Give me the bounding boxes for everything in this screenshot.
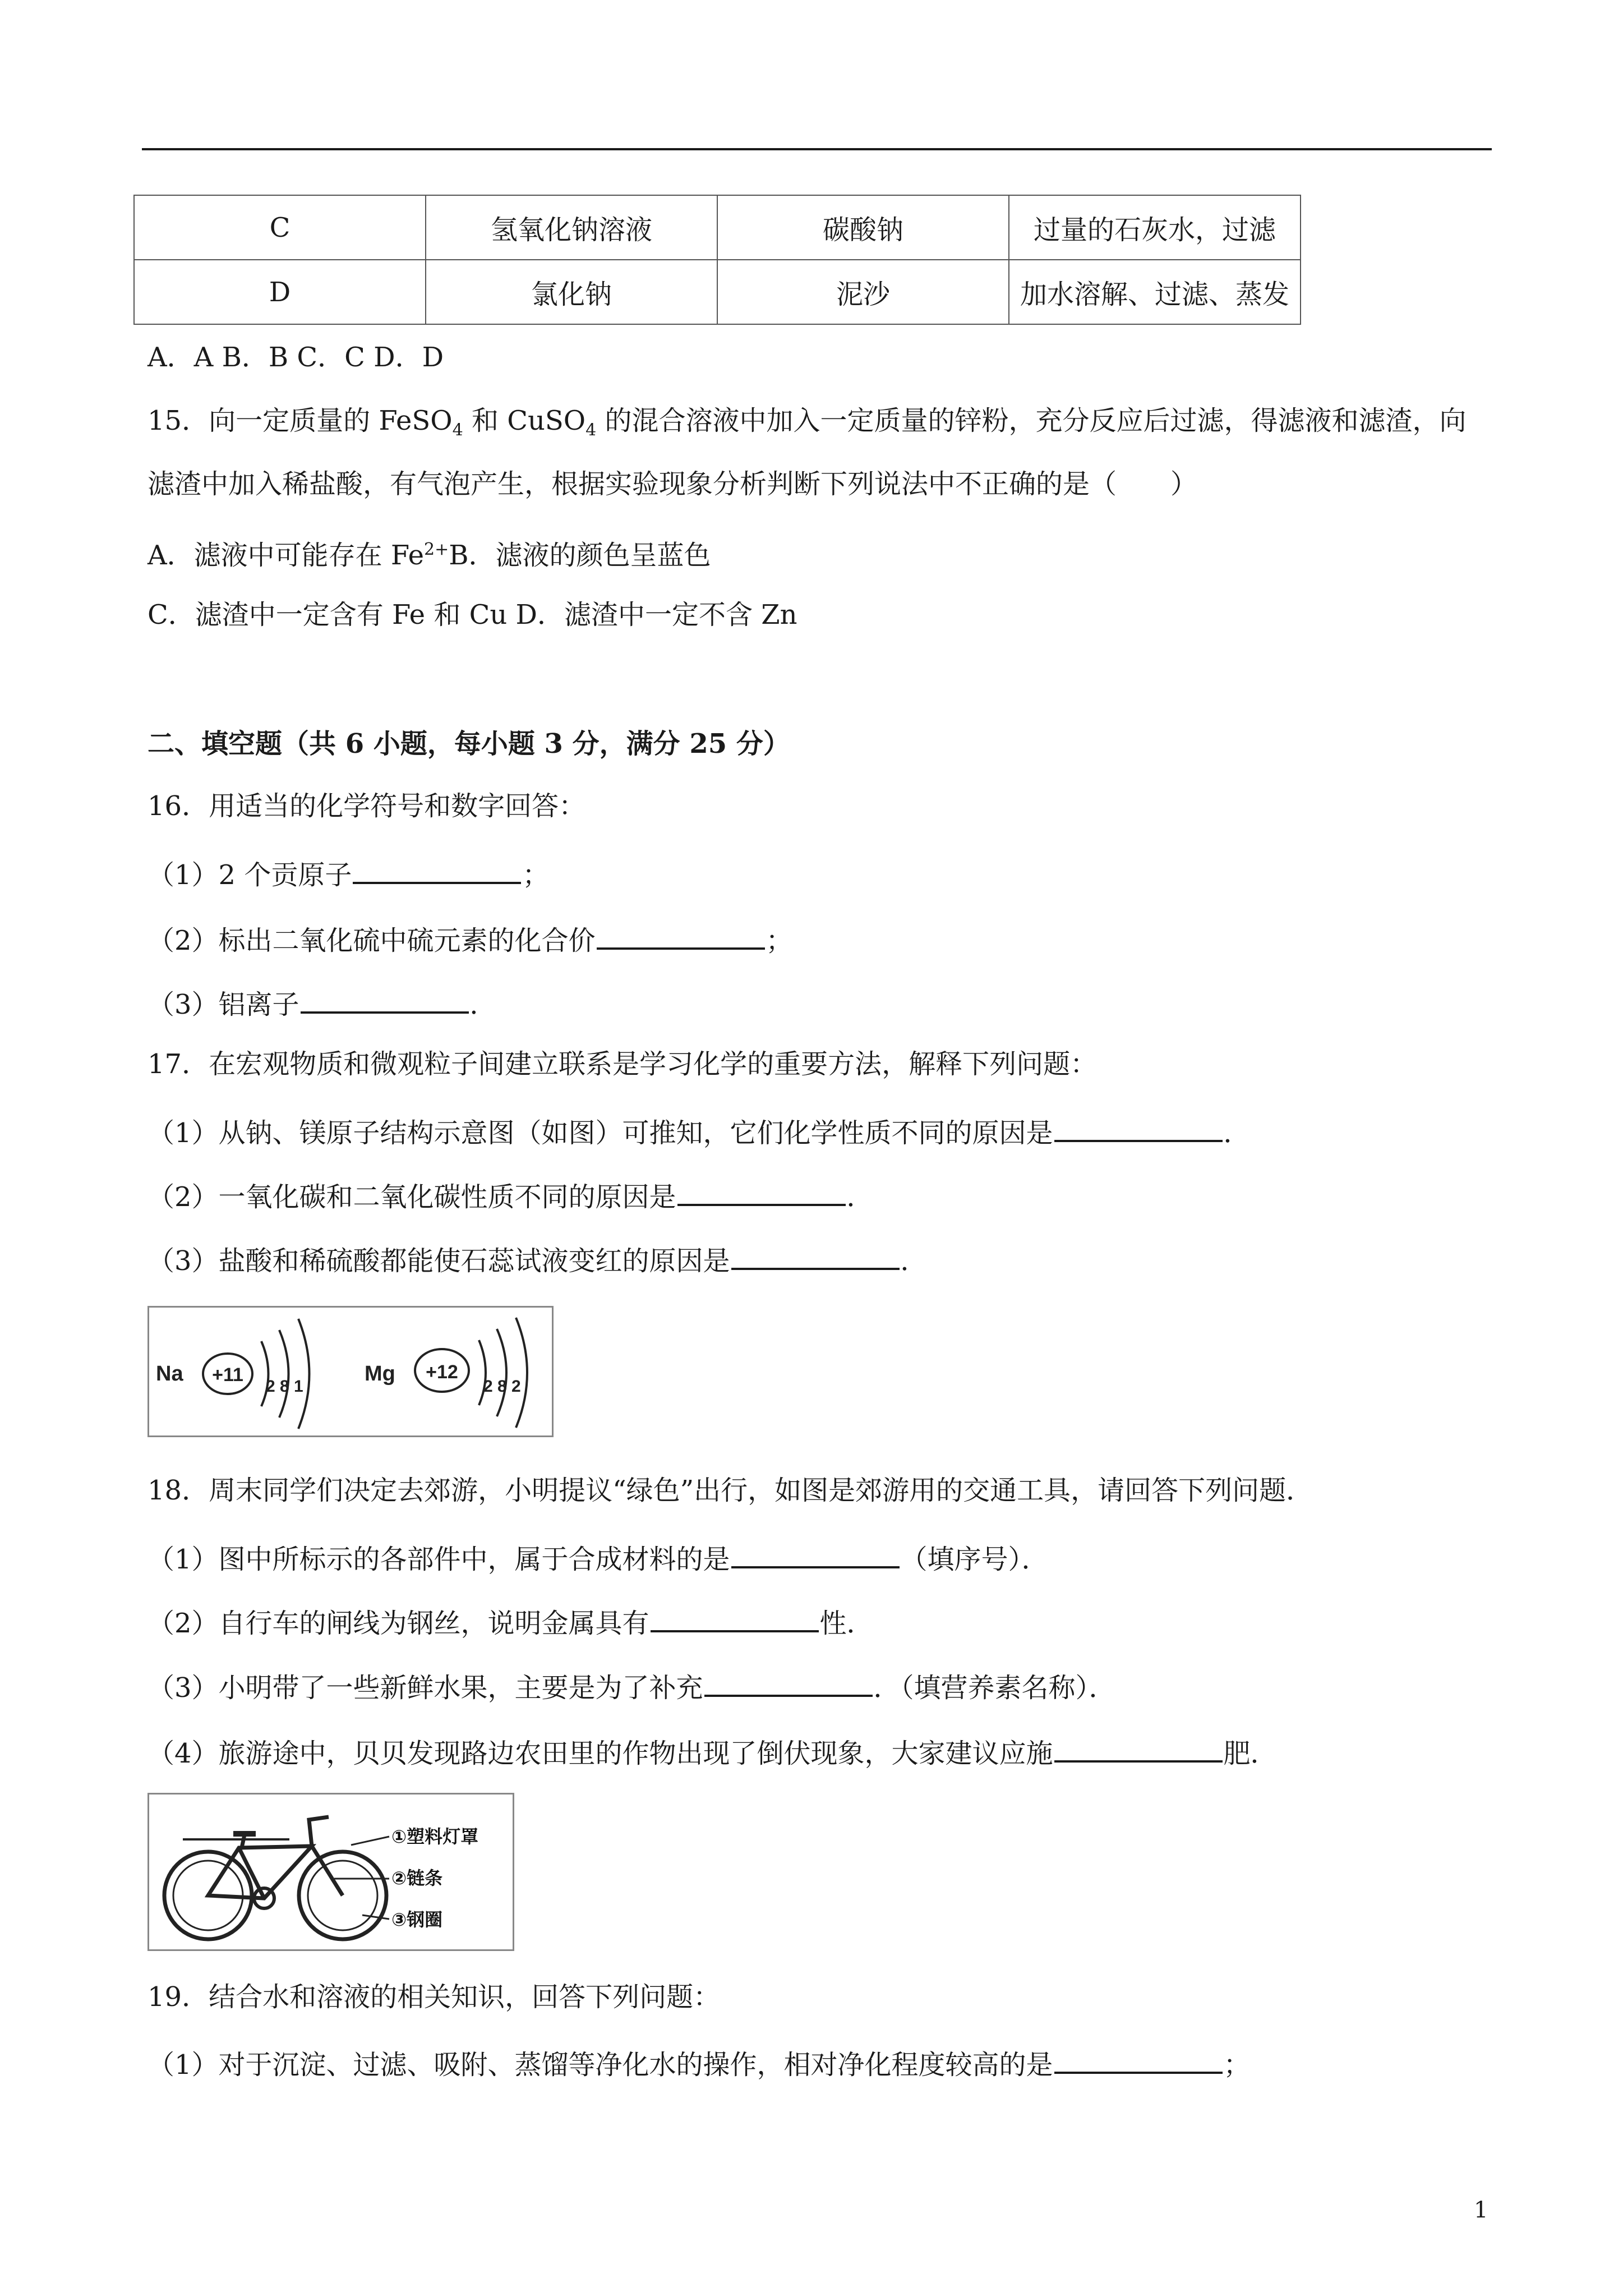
na-shells: 2 8 1	[266, 1377, 303, 1396]
answer-blank[interactable]	[1054, 2045, 1223, 2074]
punct: ．	[846, 1181, 874, 1213]
mg-nucleus: +12	[426, 1361, 458, 1383]
q15-option-ab	[147, 533, 711, 572]
punct: ；	[522, 859, 550, 891]
q15-option-b: B．滤液的颜色呈蓝色	[449, 540, 711, 571]
mg-shell-arc	[497, 1329, 506, 1416]
subscript: 4	[585, 420, 597, 440]
q18-part1-suffix: （填序号）．	[900, 1544, 1049, 1575]
bicycle-label: ②链条	[391, 1867, 443, 1889]
q18-part3	[147, 1668, 1116, 1705]
table-cell: 加水溶解、过滤、蒸发	[1009, 260, 1301, 324]
q18-part3-text: （3）小明带了一些新鲜水果，主要是为了补充	[147, 1672, 703, 1704]
table-row	[134, 195, 1301, 260]
q15-text: 的混合溶液中加入一定质量的锌粉，充分反应后过滤，得滤液和滤渣，向	[596, 405, 1467, 436]
q17-part3-text: （3）盐酸和稀硫酸都能使石蕊试液变红的原因是	[147, 1245, 730, 1277]
na-shell-arc	[298, 1319, 310, 1429]
q18-part4-text: （4）旅游途中，贝贝发现路边农田里的作物出现了倒伏现象，大家建议应施	[147, 1738, 1053, 1769]
q19-part1	[147, 2045, 1251, 2082]
table-cell: C	[134, 195, 426, 260]
q17-part3	[147, 1241, 928, 1278]
q15-option-a: A．滤液中可能存在 Fe	[147, 540, 425, 571]
q17-part1	[147, 1113, 1251, 1150]
q17-part2-text: （2）一氧化碳和二氧化碳性质不同的原因是	[147, 1181, 676, 1213]
punct: ．	[1223, 1117, 1251, 1149]
label-pointer	[351, 1837, 389, 1845]
mg-shells: 2 8 2	[483, 1377, 521, 1396]
answer-blank[interactable]	[353, 855, 521, 884]
q18-part4-suffix: 肥．	[1223, 1738, 1278, 1769]
label-pointer	[362, 1915, 389, 1919]
q18-part2	[147, 1603, 874, 1640]
table-cell: 氯化钠	[426, 260, 717, 324]
q16-part2	[147, 921, 793, 958]
bicycle-figure	[147, 1793, 514, 1951]
answer-blank[interactable]	[597, 921, 765, 950]
table-cell: 泥沙	[717, 260, 1009, 324]
q14-options: A．A B．B C．C D．D	[147, 342, 444, 373]
q18-part4	[147, 1733, 1278, 1770]
answer-blank[interactable]	[1054, 1113, 1223, 1142]
seat-post	[242, 1835, 245, 1848]
q15-stem-line2: 滤渣中加入稀盐酸，有气泡产生，根据实验现象分析判断下列说法中不正确的是（ ）	[147, 468, 1198, 500]
q17-part1-text: （1）从钠、镁原子结构示意图（如图）可推知，它们化学性质不同的原因是	[147, 1117, 1053, 1149]
bicycle-label: ①塑料灯罩	[391, 1826, 479, 1847]
punct: ；	[1223, 2049, 1251, 2081]
q18-part2-text: （2）自行车的闸线为钢丝，说明金属具有	[147, 1608, 649, 1639]
mg-symbol: Mg	[365, 1362, 395, 1386]
table-cell: 碳酸钠	[717, 195, 1009, 260]
na-symbol: Na	[156, 1362, 183, 1386]
atom-structure-figure	[147, 1306, 554, 1437]
atom-diagram	[149, 1308, 552, 1435]
handlebar	[309, 1817, 329, 1846]
answer-blank[interactable]	[1054, 1733, 1223, 1763]
q16-part3-text: （3）铝离子	[147, 989, 299, 1020]
q18-part1-text: （1）图中所标示的各部件中，属于合成材料的是	[147, 1544, 730, 1575]
answer-blank[interactable]	[731, 1539, 900, 1568]
q18-stem: 18．周末同学们决定去郊游，小明提议“绿色”出行，如图是郊游用的交通工具，请回答下列问题．	[147, 1475, 1313, 1506]
q16-stem: 16．用适当的化学符号和数字回答：	[147, 790, 586, 822]
table-cell: D	[134, 260, 426, 324]
q15-option-cd: C．滤渣中一定含有 Fe 和 Cu D．滤渣中一定不含 Zn	[147, 599, 797, 631]
bicycle-icon	[149, 1795, 513, 1949]
q18-part3-suffix: ．（填营养素名称）．	[873, 1672, 1116, 1704]
q19-stem: 19．结合水和溶液的相关知识，回答下列问题：	[147, 1981, 721, 2013]
table-cell: 过量的石灰水，过滤	[1009, 195, 1301, 260]
na-nucleus: +11	[212, 1364, 243, 1386]
answer-blank[interactable]	[704, 1668, 873, 1697]
page-number: 1	[1474, 2197, 1488, 2223]
table-row	[134, 260, 1301, 324]
q15-stem-line1	[147, 404, 1467, 448]
q16-part1-text: （1）2 个贡原子	[147, 859, 352, 891]
table-cell: 氢氧化钠溶液	[426, 195, 717, 260]
q15-text: 15．向一定质量的 FeSO	[147, 405, 453, 436]
q16-part2-text: （2）标出二氧化硫中硫元素的化合价	[147, 925, 596, 956]
q17-stem: 17．在宏观物质和微观粒子间建立联系是学习化学的重要方法，解释下列问题：	[147, 1048, 1098, 1080]
punct: ．	[469, 989, 497, 1020]
bicycle-label: ③钢圈	[391, 1909, 443, 1930]
mg-shell-arc	[516, 1318, 527, 1428]
answer-blank[interactable]	[301, 984, 469, 1014]
options-table	[133, 195, 1301, 325]
punct: ．	[900, 1245, 928, 1277]
answer-blank[interactable]	[677, 1177, 846, 1206]
q15-text: 和 CuSO	[463, 405, 586, 436]
q18-part2-suffix: 性．	[819, 1608, 874, 1639]
na-shell-arc	[261, 1341, 269, 1406]
q18-part1	[147, 1539, 1049, 1576]
q16-part3	[147, 984, 497, 1022]
superscript: 2+	[424, 540, 449, 559]
answer-blank[interactable]	[651, 1603, 819, 1632]
q16-part1	[147, 855, 549, 892]
na-shell-arc	[279, 1330, 289, 1418]
header-rule	[142, 148, 1492, 150]
answer-blank[interactable]	[731, 1241, 900, 1270]
subscript: 4	[452, 420, 463, 440]
q19-part1-text: （1）对于沉淀、过滤、吸附、蒸馏等净化水的操作，相对净化程度较高的是	[147, 2049, 1053, 2081]
section-title: 二、填空题（共 6 小题，每小题 3 分，满分 25 分）	[147, 728, 790, 760]
punct: ；	[766, 925, 793, 956]
q17-part2	[147, 1177, 874, 1214]
